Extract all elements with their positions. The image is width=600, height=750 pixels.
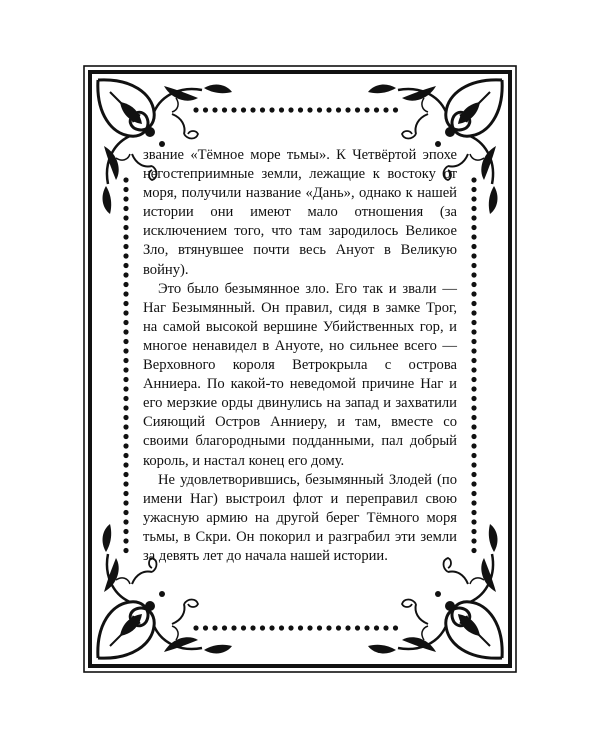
frame-dot <box>471 481 476 486</box>
frame-dot <box>123 244 128 249</box>
frame-dot <box>471 348 476 353</box>
frame-dot <box>471 215 476 220</box>
paragraph-1: звание «Тёмное море тьмы». К Четвёртой эпохе негостеприимные земли, лежащие к востоку от моря, получили название «Дань», однако к нашей истории они имеют мало отношения (за исключением того, что там зародилось Великое Зло, втянувшее почти весь Ануот в Великую войну). <box>143 147 457 278</box>
frame-dot <box>471 367 476 372</box>
frame-dot <box>123 263 128 268</box>
frame-dot <box>123 329 128 334</box>
frame-dot <box>123 529 128 534</box>
frame-dot <box>383 107 388 112</box>
frame-dot <box>123 462 128 467</box>
frame-dot <box>123 339 128 344</box>
frame-dot <box>222 107 227 112</box>
frame-dot <box>212 625 217 630</box>
frame-dot <box>123 225 128 230</box>
frame-dot <box>471 462 476 467</box>
frame-dot <box>471 253 476 258</box>
frame-dot <box>471 529 476 534</box>
frame-dot <box>123 367 128 372</box>
frame-dot <box>193 107 198 112</box>
frame-dot <box>471 443 476 448</box>
frame-dot <box>123 187 128 192</box>
frame-dot <box>471 519 476 524</box>
frame-dot <box>317 107 322 112</box>
frame-dot <box>471 405 476 410</box>
frame-dot <box>260 107 265 112</box>
frame-dot <box>471 500 476 505</box>
frame-dot <box>203 107 208 112</box>
frame-dot <box>471 310 476 315</box>
body-text <box>143 146 457 566</box>
frame-dot <box>123 405 128 410</box>
frame-dot <box>123 253 128 258</box>
frame-dot <box>123 282 128 287</box>
frame-dot <box>471 320 476 325</box>
frame-dot <box>241 625 246 630</box>
frame-dot <box>471 282 476 287</box>
paragraph-3: Не удовлетворившись, безымянный Злодей (по имени Наг) выстроил флот и переправил свою ужасную армию на другой берег Тёмного моря тьмы, в Скри. Он покорил и разграбил эти земли за девять лет до начала нашей истории. <box>143 471 457 564</box>
frame-dot <box>471 453 476 458</box>
frame-dot <box>123 481 128 486</box>
frame-dot <box>471 187 476 192</box>
frame-dot <box>123 206 128 211</box>
frame-dot <box>298 625 303 630</box>
frame-dot <box>123 386 128 391</box>
frame-dot <box>307 625 312 630</box>
frame-dot <box>307 107 312 112</box>
frame-dot <box>471 424 476 429</box>
frame-dot <box>471 272 476 277</box>
frame-dot <box>123 415 128 420</box>
frame-dot <box>383 625 388 630</box>
frame-dot <box>471 434 476 439</box>
frame-dot <box>231 625 236 630</box>
frame-dot <box>471 472 476 477</box>
frame-dot <box>231 107 236 112</box>
frame-dot <box>250 107 255 112</box>
frame-dot <box>471 244 476 249</box>
frame-dot <box>471 377 476 382</box>
frame-dot <box>374 107 379 112</box>
frame-dot <box>326 625 331 630</box>
frame-dot <box>471 415 476 420</box>
frame-dot <box>123 291 128 296</box>
frame-dot <box>355 625 360 630</box>
frame-dot <box>471 339 476 344</box>
frame-dot <box>123 548 128 553</box>
frame-dot <box>471 538 476 543</box>
frame-dot <box>345 625 350 630</box>
frame-dot <box>123 215 128 220</box>
frame-dot <box>471 196 476 201</box>
frame-dot <box>471 234 476 239</box>
frame-dot <box>471 386 476 391</box>
frame-dot <box>123 310 128 315</box>
frame-dot <box>123 377 128 382</box>
frame-dot <box>269 625 274 630</box>
frame-dot <box>317 625 322 630</box>
frame-dot <box>288 625 293 630</box>
frame-dot <box>364 625 369 630</box>
frame-dot <box>471 510 476 515</box>
frame-dot <box>471 301 476 306</box>
frame-dot <box>471 291 476 296</box>
frame-dot <box>123 424 128 429</box>
paragraph-2: Это было безымянное зло. Его так и звали — Наг Безымянный. Он правил, сидя в замке Трог, на самой высокой вершине Убийственных гор, и многое ненавидел в Ануоте, но сильнее всего — Верховного короля Ветрокрыла с острова Анниера. По какой-то неведомой причине Наг и его мерзкие орды двинулись на запад и захватили Сияющий Остров Анниеру, и там, вместе со своими благородными подданными, пал добрый король, и настал конец его дому. <box>143 280 457 469</box>
frame-dot <box>471 329 476 334</box>
frame-dot <box>123 510 128 515</box>
frame-dot <box>471 396 476 401</box>
frame-dot <box>336 625 341 630</box>
frame-dot <box>355 107 360 112</box>
frame-dot <box>279 625 284 630</box>
frame-dot <box>123 272 128 277</box>
frame-dot <box>345 107 350 112</box>
frame-dot <box>123 453 128 458</box>
frame-dot <box>326 107 331 112</box>
frame-dot <box>471 491 476 496</box>
frame-dot <box>123 320 128 325</box>
frame-dot <box>123 234 128 239</box>
frame-dot <box>471 225 476 230</box>
frame-dot <box>298 107 303 112</box>
frame-dot <box>336 107 341 112</box>
frame-dot <box>250 625 255 630</box>
frame-dot <box>269 107 274 112</box>
frame-dot <box>471 263 476 268</box>
frame-dot <box>123 358 128 363</box>
frame-dot <box>471 548 476 553</box>
frame-dot <box>364 107 369 112</box>
frame-dot <box>123 196 128 201</box>
frame-dot <box>123 491 128 496</box>
frame-dot <box>123 177 128 182</box>
frame-dot <box>212 107 217 112</box>
frame-dot <box>123 301 128 306</box>
frame-dot <box>123 434 128 439</box>
frame-dot <box>123 519 128 524</box>
frame-dot <box>374 625 379 630</box>
frame-dot <box>471 206 476 211</box>
frame-dot <box>241 107 246 112</box>
frame-dot <box>203 625 208 630</box>
frame-dot <box>123 396 128 401</box>
frame-dot <box>123 348 128 353</box>
frame-dot <box>123 538 128 543</box>
frame-dot <box>123 472 128 477</box>
frame-dot <box>471 358 476 363</box>
frame-dot <box>193 625 198 630</box>
frame-dot <box>471 177 476 182</box>
frame-dot <box>288 107 293 112</box>
frame-dot <box>279 107 284 112</box>
frame-dot <box>393 107 398 112</box>
frame-dot <box>222 625 227 630</box>
frame-dot <box>123 500 128 505</box>
frame-dot <box>393 625 398 630</box>
frame-dot <box>260 625 265 630</box>
frame-dot <box>123 443 128 448</box>
